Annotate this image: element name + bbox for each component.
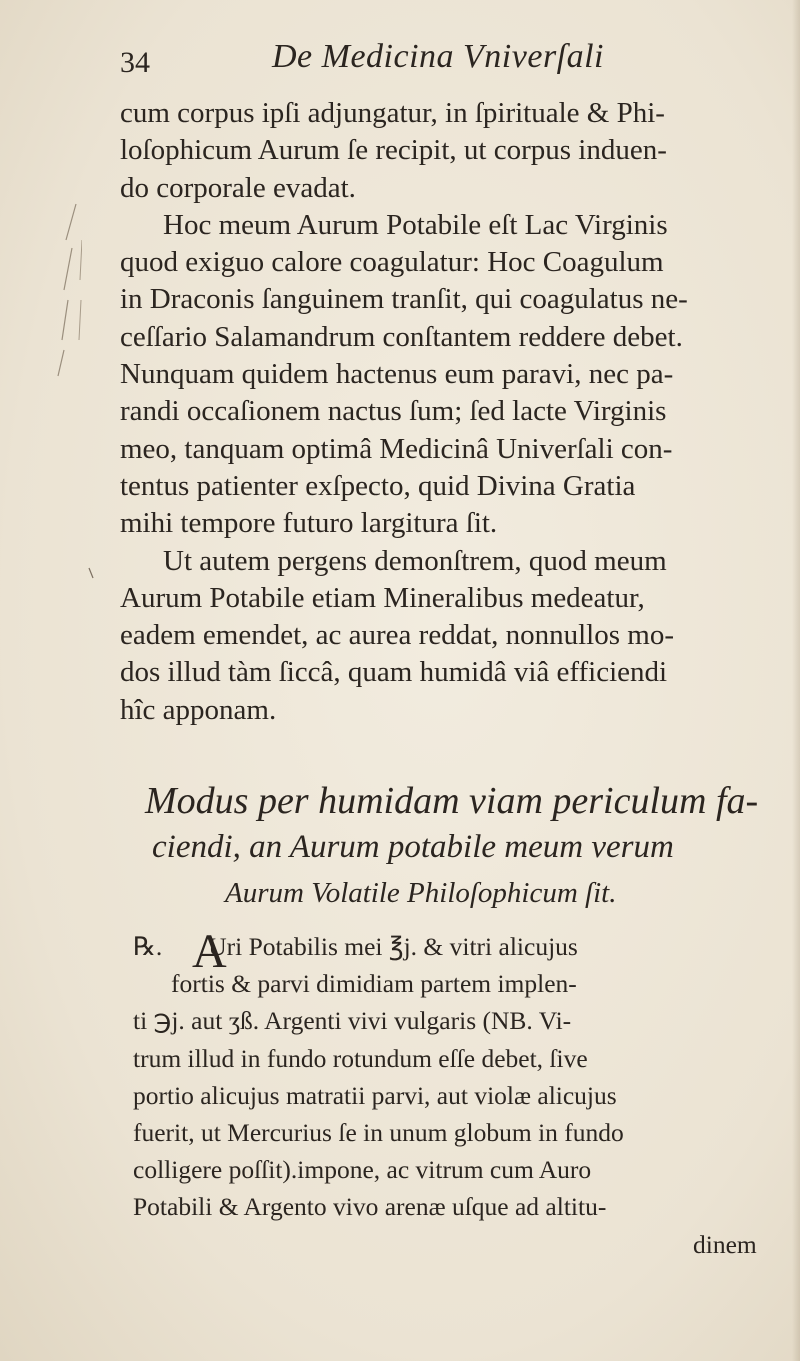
recipe-symbol: ℞. [133,932,163,961]
heading-line: Aurum Volatile Philoſophicum ſit. [225,877,617,909]
text-line: dos illud tàm ſiccâ, quam humidâ viâ efficiendi [120,656,668,689]
text-line: in Draconis ſanguinem tranſit, qui coagulatus ne- [120,283,688,316]
text-line: tentus patienter exſpecto, quid Divina Gratia [120,469,636,502]
text-line: eadem emendet, ac aurea reddat, nonnullos mo- [120,619,674,652]
stray-ink-mark [88,566,94,578]
text-line: ceſſario Salamandrum conſtantem reddere debet. [120,320,683,353]
margin-pencil-marks [42,200,82,380]
recipe-first-line [133,928,800,965]
recipe-text [133,925,800,1263]
text-line: do corporale evadat. [120,171,356,204]
text-line: ti ℈j. aut ʒß. Argenti vivi vulgaris (NB. Vi- [133,1006,572,1036]
text-line: loſophicum Aurum ſe recipit, ut corpus induen- [120,134,667,167]
running-title: De Medicina Vniverſali [272,38,605,75]
drop-cap: A [192,925,227,978]
text-line: cum corpus ipſi adjungatur, in ſpirituale & Phi- [120,97,665,129]
page-header [120,36,720,86]
text-line: portio alicujus matratii parvi, aut violæ alicujus [133,1080,617,1110]
text-line: fuerit, ut Mercurius ſe in unum globum in fundo [133,1117,624,1147]
text-line: colligere poſſit).impone, ac vitrum cum Auro [133,1155,592,1185]
page-number: 34 [120,46,150,79]
recipe-line-text: Uri Potabilis mei ℥j. & vitri alicujus [208,932,578,961]
text-line: hîc apponam. [120,693,277,726]
text-line: Nunquam quidem hactenus eum paravi, nec pa- [120,358,674,391]
text-line: fortis & parvi dimidiam partem implen- [171,969,577,999]
section-heading [120,778,800,916]
text-line: Aurum Potabile etiam Mineralibus medeatur, [120,581,645,614]
text-line: Ut autem pergens demonſtrem, quod meum [163,544,667,577]
text-line: trum illud in fundo rotundum eſſe debet, ſive [133,1043,588,1073]
text-line: Potabili & Argento vivo arenæ uſque ad altitu- [133,1192,607,1222]
catchword: dinem [693,1229,757,1259]
text-line: randi occaſionem nactus ſum; ſed lacte Virginis [120,395,667,428]
heading-line: Modus per humidam viam periculum fa- [145,780,759,822]
text-line: Hoc meum Aurum Potabile eſt Lac Virginis [163,208,668,241]
body-text [120,95,800,729]
text-line: mihi tempore futuro largitura ſit. [120,507,498,540]
heading-line: ciendi, an Aurum potabile meum verum [152,829,674,865]
text-line: quod exiguo calore coagulatur: Hoc Coagulum [120,246,664,279]
text-line: meo, tanquam optimâ Medicinâ Univerſali con- [120,432,673,465]
